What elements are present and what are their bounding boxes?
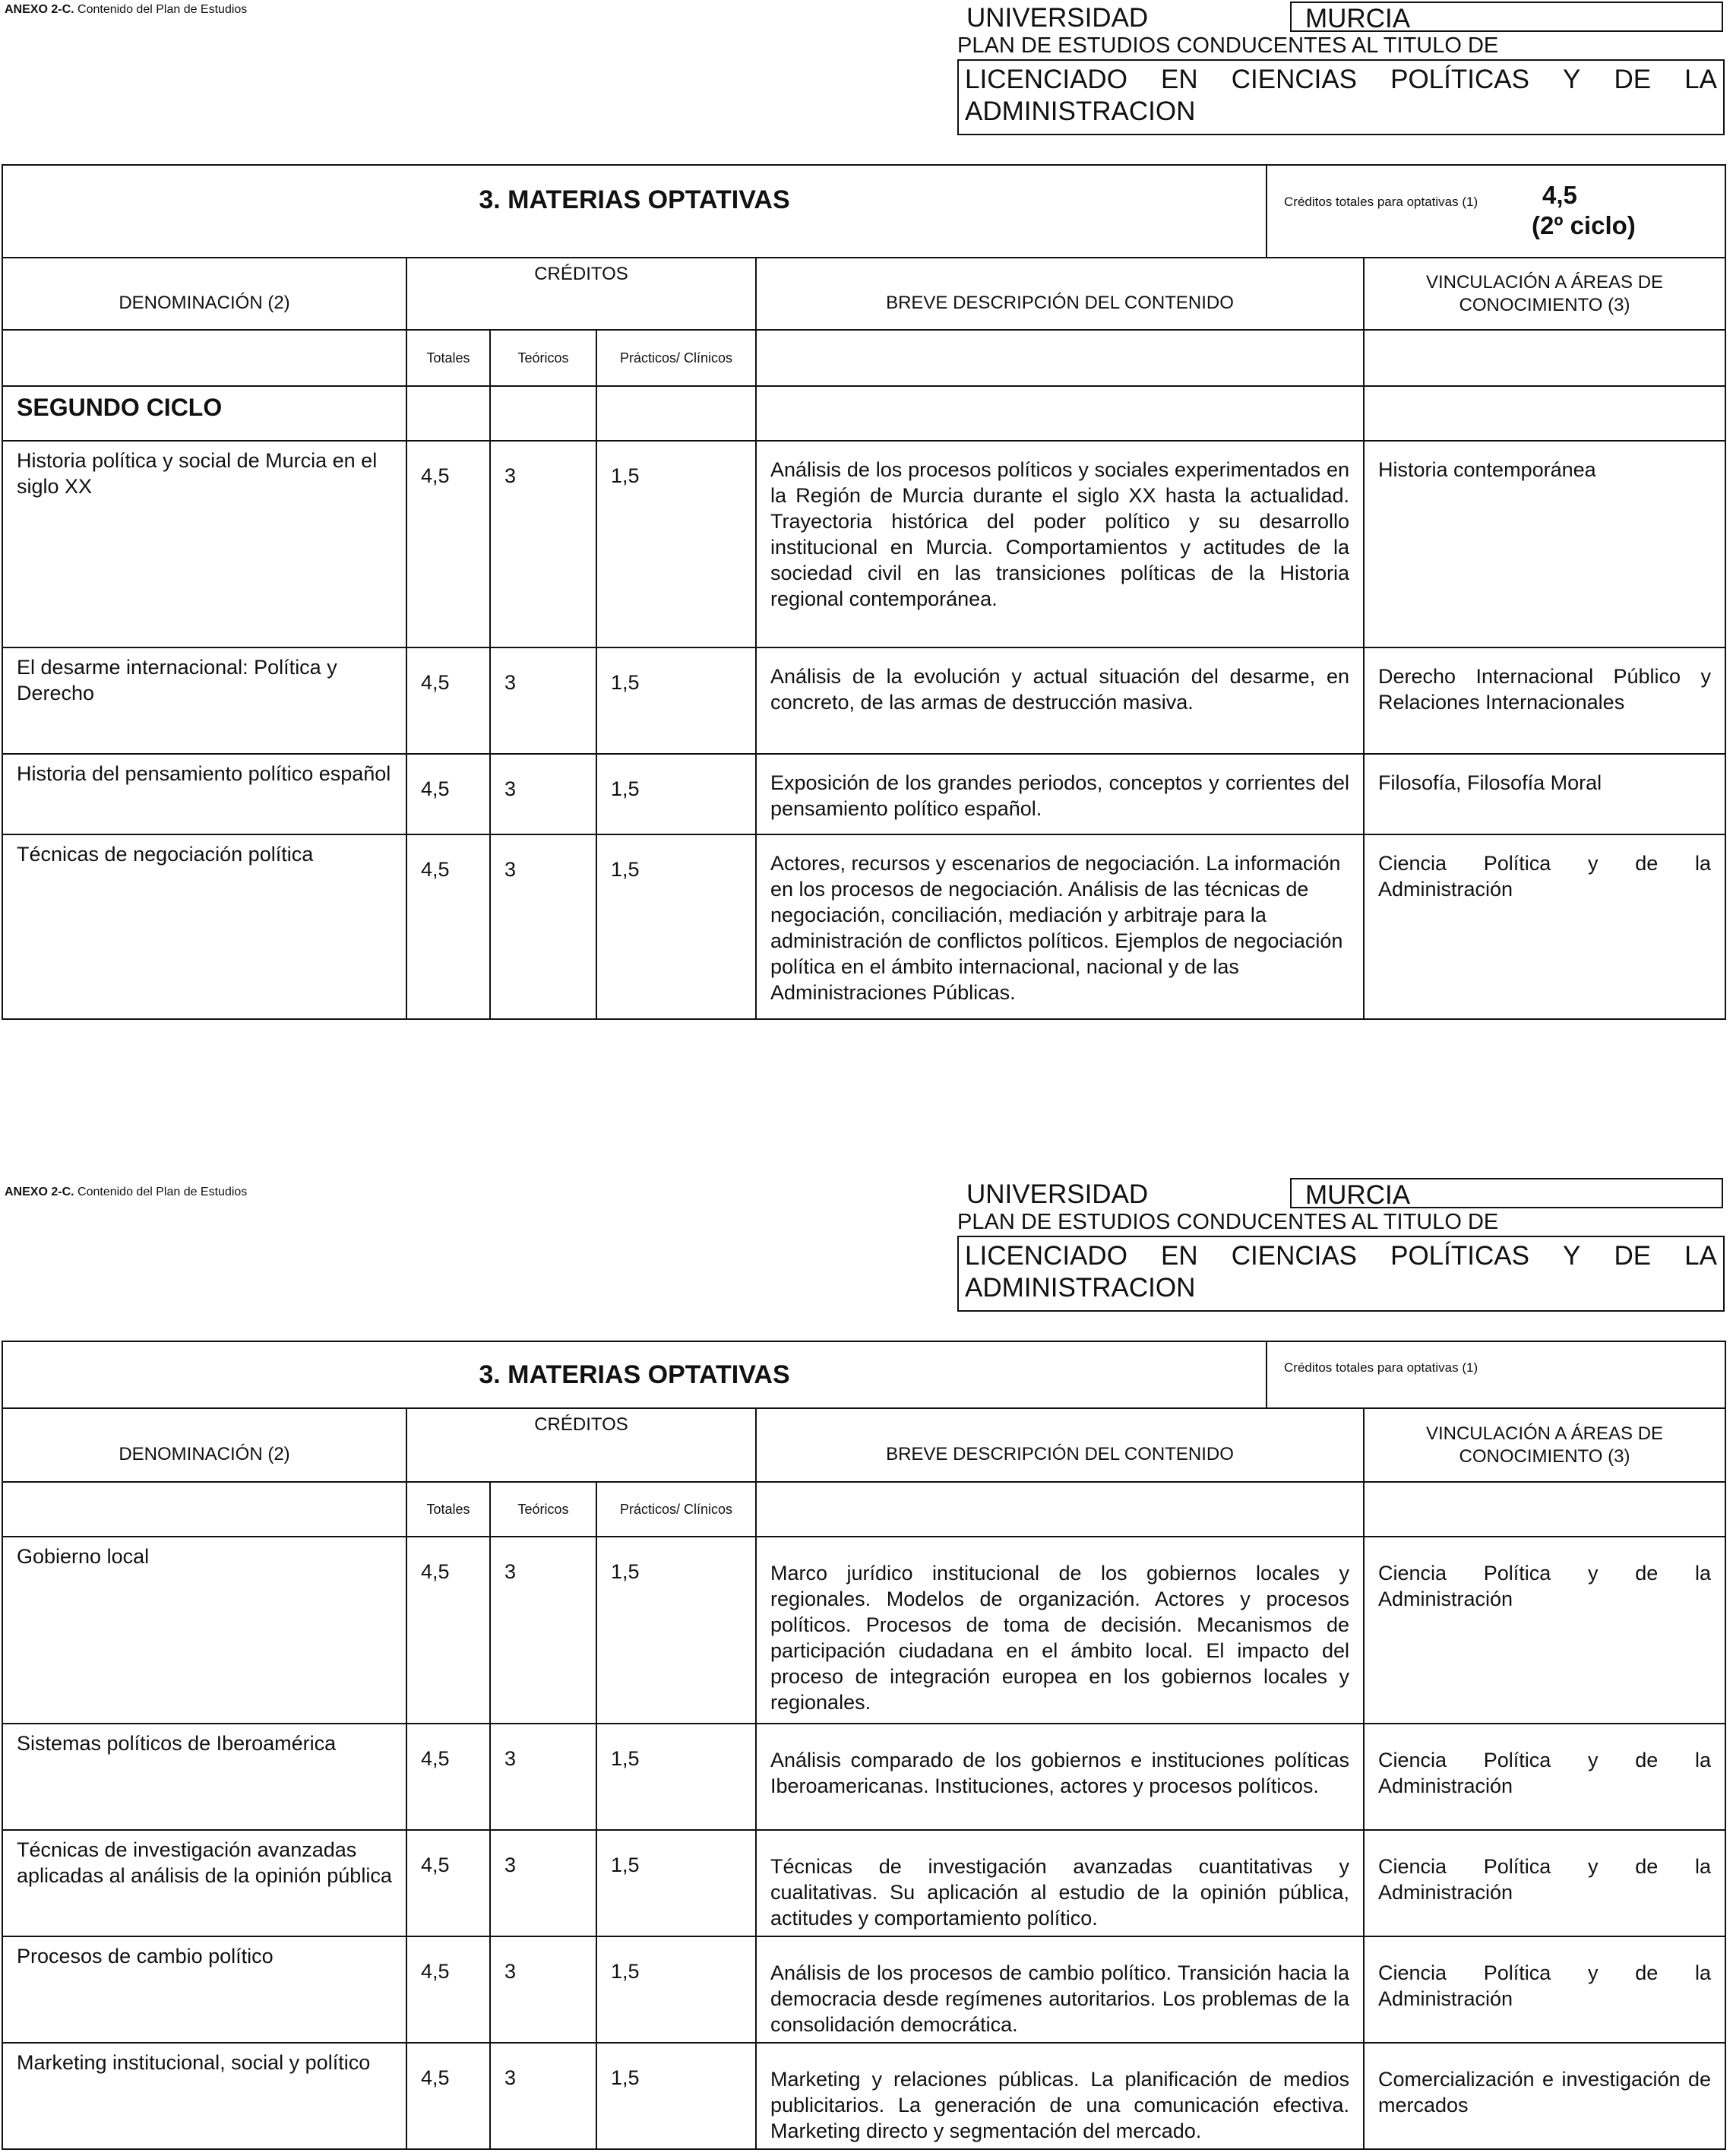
university-field: MURCIA bbox=[1290, 1178, 1723, 1208]
section-title: 3. MATERIAS OPTATIVAS bbox=[479, 1360, 790, 1389]
university-label: UNIVERSIDAD bbox=[966, 3, 1149, 33]
section-title: 3. MATERIAS OPTATIVAS bbox=[479, 185, 790, 214]
university-field: MURCIA bbox=[1290, 2, 1723, 32]
annex-label: ANEXO 2-C. Contenido del Plan de Estudios bbox=[5, 3, 248, 16]
degree-title-box: LICENCIADO EN CIENCIAS POLÍTICAS Y DE LA ADMINISTRACION bbox=[957, 1236, 1725, 1312]
plan-label: PLAN DE ESTUDIOS CONDUCENTES AL TITULO DE bbox=[957, 33, 1499, 58]
credits-cycle: (2º ciclo) bbox=[1532, 211, 1636, 239]
table-row: Historia política y social de Murcia en el siglo XX 4,5 3 1,5 Análisis de los procesos políticos y sociales experimentados en la Región de Murcia durante el siglo XX hasta la actualidad. Trayectoria histórica del poder político y su desarrollo institucional en Murcia. Comportamientos y actitudes de la sociedad civil en las transiciones políticas de la Historia regional contemporánea. Historia contemporánea bbox=[3, 441, 1725, 647]
degree-title-box: LICENCIADO EN CIENCIAS POLÍTICAS Y DE LA ADMINISTRACION bbox=[957, 59, 1725, 135]
column-headers: DENOMINACIÓN (2) CRÉDITOS BREVE DESCRIPCIÓN DEL CONTENIDO VINCULACIÓN A ÁREAS DE CONOCIMIENTO (3) bbox=[3, 258, 1725, 330]
cycle-heading-row: SEGUNDO CICLO bbox=[3, 386, 1725, 441]
table-row: Historia del pensamiento político español 4,5 3 1,5 Exposición de los grandes periodos, conceptos y corrientes del pensamiento político español. Filosofía, Filosofía Moral bbox=[3, 754, 1725, 834]
table-row: Marketing institucional, social y político 4,5 3 1,5 Marketing y relaciones públicas. La planificación de medios publicitarios. La generación de una comunicación efectiva. Marketing directo y segmentación del mercado. Comercialización e investigación de mercados bbox=[3, 2043, 1725, 2148]
table-row: Gobierno local 4,5 3 1,5 Marco jurídico institucional de los gobiernos locales y regionales. Modelos de organización. Actores y procesos políticos. Procesos de toma de decisión. Mecanismos de participación ciudadana en el ámbito local. El impacto del proceso de integración europea en los gobiernos locales y regionales. Ciencia Política y de la Administración bbox=[3, 1537, 1725, 1724]
credit-subheaders: Totales Teóricos Prácticos/ Clínicos bbox=[3, 330, 1725, 386]
table-row: Técnicas de investigación avanzadas aplicadas al análisis de la opinión pública 4,5 3 1,5 Técnicas de investigación avanzadas cuantitativas y cualitativas. Su aplicación al estudio de la opinión pública, actitudes y comportamiento político. Ciencia Política y de la Administración bbox=[3, 1830, 1725, 1936]
optativas-table bbox=[2, 164, 1726, 1020]
credit-subheaders: Totales Teóricos Prácticos/ Clínicos bbox=[3, 1482, 1725, 1537]
table-row: Sistemas políticos de Iberoamérica 4,5 3 1,5 Análisis comparado de los gobiernos e instituciones políticas Iberoamericanas. Instituciones, actores y procesos políticos. Ciencia Política y de la Administración bbox=[3, 1724, 1725, 1830]
university-label: UNIVERSIDAD bbox=[966, 1179, 1149, 1209]
column-headers: DENOMINACIÓN (2) CRÉDITOS BREVE DESCRIPCIÓN DEL CONTENIDO VINCULACIÓN A ÁREAS DE CONOCIMIENTO (3) bbox=[3, 1409, 1725, 1482]
annex-label: ANEXO 2-C. Contenido del Plan de Estudios bbox=[5, 1186, 248, 1198]
table-row: Técnicas de negociación política 4,5 3 1,5 Actores, recursos y escenarios de negociación. La información en los procesos de negociación. Análisis de las técnicas de negociación, conciliación, mediación y arbitraje para la administración de conflictos políticos. Ejemplos de negociación política en el ámbito internacional, nacional y de las Administraciones Públicas. Ciencia Política y de la Administración bbox=[3, 834, 1725, 1018]
optativas-table bbox=[2, 1341, 1726, 2150]
credits-cell: Créditos totales para optativas (1) bbox=[1266, 1342, 1725, 1407]
table-header bbox=[3, 166, 1725, 258]
credits-cell: Créditos totales para optativas (1) 4,5 (2º ciclo) bbox=[1266, 166, 1725, 257]
plan-label: PLAN DE ESTUDIOS CONDUCENTES AL TITULO DE bbox=[957, 1210, 1499, 1234]
table-header bbox=[3, 1342, 1725, 1409]
table-row: El desarme internacional: Política y Derecho 4,5 3 1,5 Análisis de la evolución y actual situación del desarme, en concreto, de las armas de destrucción masiva. Derecho Internacional Público y Relaciones Internacionales bbox=[3, 647, 1725, 754]
credits-value: 4,5 bbox=[1542, 181, 1577, 209]
table-row: Procesos de cambio político 4,5 3 1,5 Análisis de los procesos de cambio político. Transición hacia la democracia desde regímenes autoritarios. Los problemas de la consolidación democrática. Ciencia Política y de la Administración bbox=[3, 1936, 1725, 2043]
